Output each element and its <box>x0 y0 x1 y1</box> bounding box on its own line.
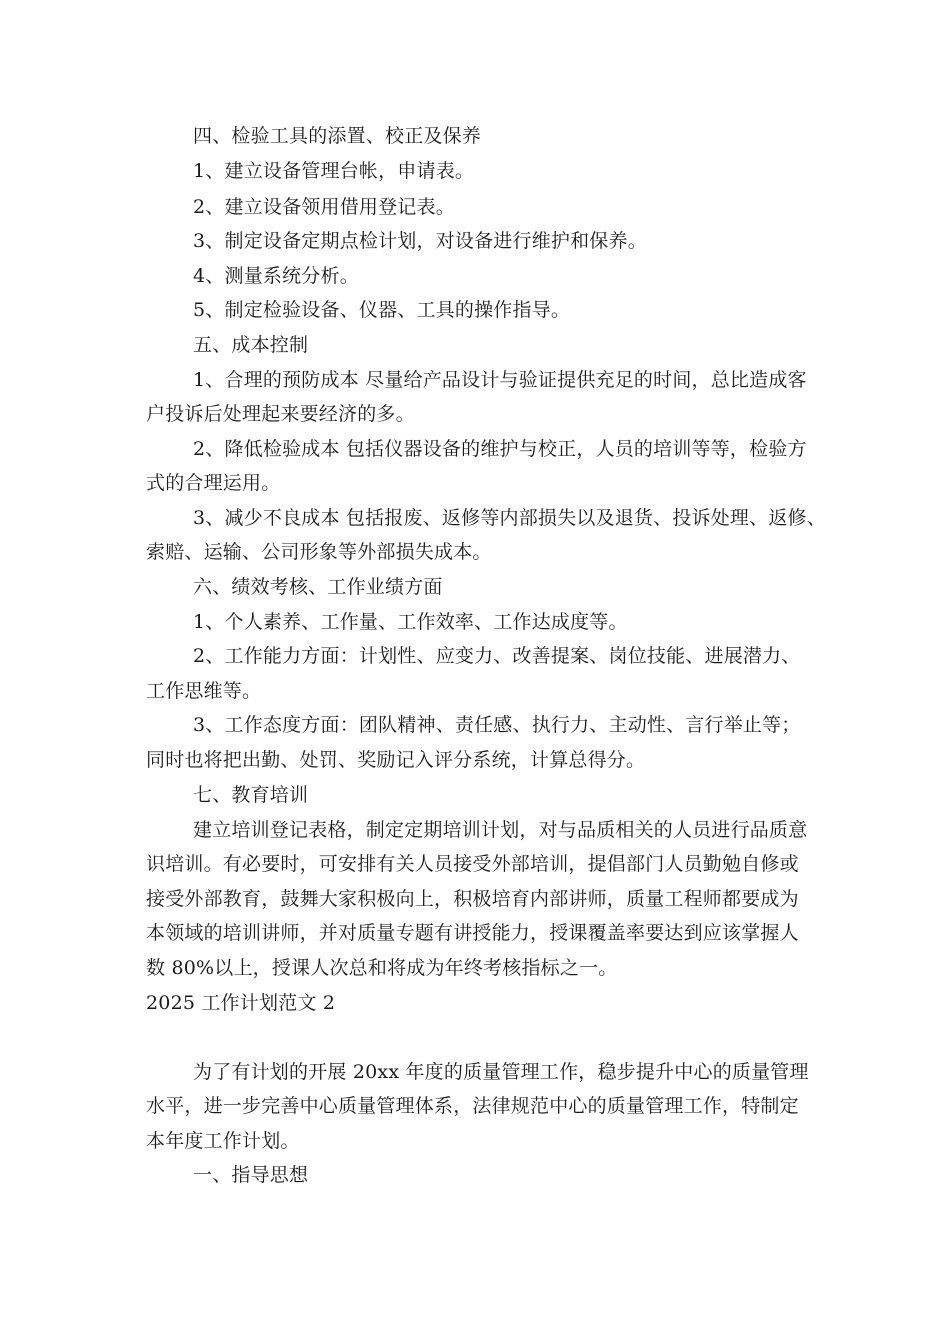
section7-p1-line1: 建立培训登记表格，制定定期培训计划，对与品质相关的人员进行品质意 <box>193 819 808 841</box>
section4-item-1: 1、建立设备管理台帐，申请表。 <box>193 160 475 182</box>
section4-item-3: 3、制定设备定期点检计划，对设备进行维护和保养。 <box>193 230 647 252</box>
section4-item-5: 5、制定检验设备、仪器、工具的操作指导。 <box>193 299 571 321</box>
section6-p3-line1: 3、工作态度方面：团队精神、责任感、执行力、主动性、言行举止等； <box>193 714 801 736</box>
section7-p1-line2: 识培训。有必要时，可安排有关人员接受外部培训，提倡部门人员勤勉自修或 <box>146 853 799 875</box>
section5-p1-line2: 户投诉后处理起来要经济的多。 <box>146 403 415 425</box>
section6-p2-line2: 工作思维等。 <box>146 680 262 702</box>
section5-p3-line1: 3、减少不良成本 包括报废、返修等内部损失以及退货、投诉处理、返修、 <box>193 507 826 529</box>
document-title-2: 2025 工作计划范文 2 <box>146 992 336 1014</box>
section7-heading: 七、教育培训 <box>193 784 309 806</box>
section7-p1-line3: 接受外部教育，鼓舞大家积极向上，积极培育内部讲师，质量工程师都要成为 <box>146 888 799 910</box>
intro-line3: 本年度工作计划。 <box>146 1130 300 1152</box>
section6-heading: 六、绩效考核、工作业绩方面 <box>193 576 443 598</box>
section6-p2-line1: 2、工作能力方面：计划性、应变力、改善提案、岗位技能、进展潜力、 <box>193 645 801 667</box>
section6-p1: 1、个人素养、工作量、工作效率、工作达成度等。 <box>193 611 628 633</box>
section5-p2-line1: 2、降低检验成本 包括仪器设备的维护与校正，人员的培训等等，检验方 <box>193 438 807 460</box>
section6-p3-line2: 同时也将把出勤、处罚、奖励记入评分系统，计算总得分。 <box>146 749 646 771</box>
section4-item-2: 2、建立设备领用借用登记表。 <box>193 196 455 218</box>
section5-p3-line2: 索赔、运输、公司形象等外部损失成本。 <box>146 541 492 563</box>
section5-p1-line1: 1、合理的预防成本 尽量给产品设计与验证提供充足的时间，总比造成客 <box>193 369 807 391</box>
intro-line2: 水平，进一步完善中心质量管理体系，法律规范中心的质量管理工作，特制定 <box>146 1095 799 1117</box>
section5-heading: 五、成本控制 <box>193 334 309 356</box>
section5-p2-line2: 式的合理运用。 <box>146 472 281 494</box>
heading-guiding-thought: 一、指导思想 <box>193 1164 309 1186</box>
intro-line1: 为了有计划的开展 20xx 年度的质量管理工作，稳步提升中心的质量管理 <box>193 1061 809 1083</box>
section7-p1-line5: 数 80%以上，授课人次总和将成为年终考核指标之一。 <box>146 957 618 979</box>
section4-item-4: 4、测量系统分析。 <box>193 265 359 287</box>
section7-p1-line4: 本领域的培训讲师，并对质量专题有讲授能力，授课覆盖率要达到应该掌握人 <box>146 922 799 944</box>
section4-heading: 四、检验工具的添置、校正及保养 <box>193 125 482 147</box>
